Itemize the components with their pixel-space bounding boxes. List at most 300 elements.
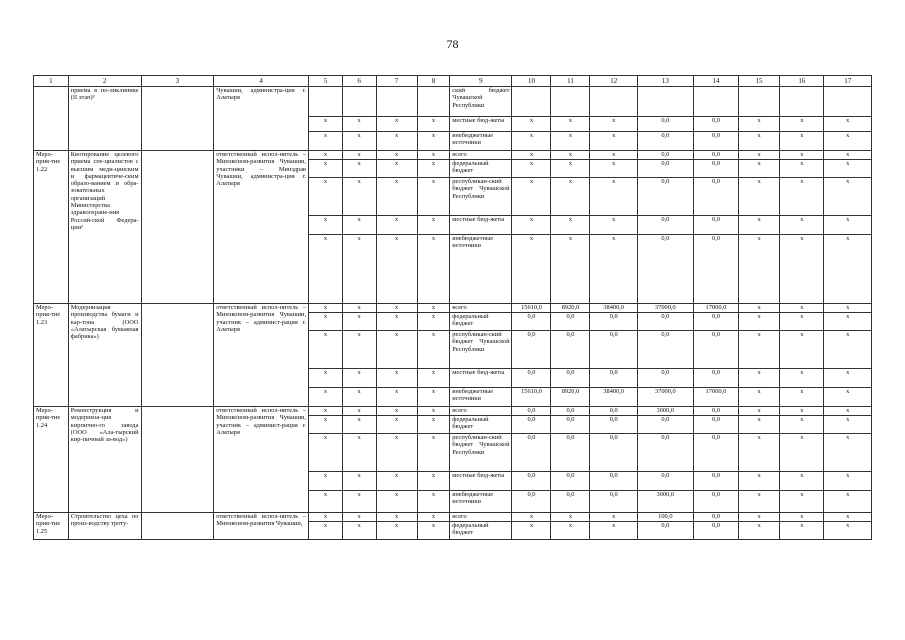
value-col17: x (824, 216, 872, 235)
value-col10: x (512, 132, 551, 151)
value-col13: 0,0 (637, 117, 693, 132)
budget-table (33, 75, 872, 540)
cell-col5: x (309, 522, 343, 540)
table-header (34, 76, 872, 87)
cell-col6: x (342, 216, 376, 235)
value-col10: x (512, 216, 551, 235)
value-col12: x (590, 235, 637, 304)
value-col17: x (824, 513, 872, 522)
cell-col7: x (376, 304, 417, 313)
value-col16: x (780, 313, 824, 331)
funding-source: федеральный бюджет (450, 160, 512, 178)
measure-executor: ответственный испол-нитель – Минэконом-развития Чувашии, (214, 513, 309, 540)
value-col12: x (590, 132, 637, 151)
value-col17: x (824, 331, 872, 369)
value-col11: x (551, 132, 590, 151)
measure-col3 (141, 151, 214, 304)
cell-col8: x (417, 216, 450, 235)
cell-col5: x (309, 160, 343, 178)
value-col16: x (780, 331, 824, 369)
cell-col7: x (376, 434, 417, 472)
value-col13: 0,0 (637, 160, 693, 178)
value-col12: x (590, 216, 637, 235)
measure-code (34, 87, 69, 151)
value-col15: x (739, 434, 780, 472)
value-col10: 0,0 (512, 407, 551, 416)
value-col10: 0,0 (512, 331, 551, 369)
value-col17 (824, 87, 872, 117)
value-col12: x (590, 160, 637, 178)
value-col11: x (551, 178, 590, 216)
value-col10: 0,0 (512, 313, 551, 331)
value-col10: 0,0 (512, 369, 551, 388)
column-header-9: 9 (450, 76, 512, 87)
funding-source: внебюджетные источники (450, 491, 512, 513)
cell-col7: x (376, 388, 417, 407)
value-col10: x (512, 235, 551, 304)
column-header-6: 6 (342, 76, 376, 87)
value-col16: x (780, 151, 824, 160)
cell-col8: x (417, 235, 450, 304)
cell-col8 (417, 87, 450, 117)
value-col13: 0,0 (637, 132, 693, 151)
column-header-17: 17 (824, 76, 872, 87)
funding-source: внебюджетные источники (450, 235, 512, 304)
cell-col7: x (376, 132, 417, 151)
value-col13: 100,0 (637, 513, 693, 522)
value-col12: 38400,0 (590, 388, 637, 407)
value-col17: x (824, 313, 872, 331)
cell-col5: x (309, 132, 343, 151)
value-col11: 0,0 (551, 407, 590, 416)
value-col15: x (739, 513, 780, 522)
value-col16: x (780, 388, 824, 407)
value-col17: x (824, 407, 872, 416)
value-col10: x (512, 117, 551, 132)
value-col13: 37000,0 (637, 388, 693, 407)
measure-code: Меро-прия-тие 1.22 (34, 151, 69, 304)
value-col12: x (590, 522, 637, 540)
measure-name: Реконструкция и модерниза-ция кирпично-го завода (ООО «Ала-тырский кир-пичный за-вод») (68, 407, 141, 513)
funding-source: внебюджетные источники (450, 388, 512, 407)
cell-col8: x (417, 151, 450, 160)
value-col14: 0,0 (693, 513, 738, 522)
cell-col6: x (342, 151, 376, 160)
cell-col5: x (309, 151, 343, 160)
column-header-14: 14 (693, 76, 738, 87)
value-col12: 38400,0 (590, 304, 637, 313)
value-col12: x (590, 178, 637, 216)
value-col11: 0,0 (551, 313, 590, 331)
value-col15: x (739, 313, 780, 331)
value-col16: x (780, 235, 824, 304)
table-row (34, 513, 872, 522)
value-col13: 3000,0 (637, 491, 693, 513)
value-col14: 17000,0 (693, 388, 738, 407)
cell-col5: x (309, 331, 343, 369)
value-col17: x (824, 388, 872, 407)
value-col14: 0,0 (693, 522, 738, 540)
value-col10: x (512, 513, 551, 522)
measure-executor: Чувашии, администра-ция г. Алатыря (214, 87, 309, 151)
cell-col8: x (417, 416, 450, 434)
value-col12: 0,0 (590, 434, 637, 472)
funding-source: всего (450, 407, 512, 416)
cell-col6 (342, 87, 376, 117)
value-col17: x (824, 472, 872, 491)
value-col17: x (824, 178, 872, 216)
value-col12: 0,0 (590, 416, 637, 434)
cell-col7: x (376, 472, 417, 491)
value-col14: 0,0 (693, 313, 738, 331)
value-col12: x (590, 151, 637, 160)
measure-col3 (141, 407, 214, 513)
value-col14: 0,0 (693, 178, 738, 216)
cell-col5: x (309, 235, 343, 304)
cell-col7: x (376, 522, 417, 540)
cell-col5: x (309, 491, 343, 513)
value-col14: 0,0 (693, 407, 738, 416)
value-col17: x (824, 369, 872, 388)
value-col13: 0,0 (637, 313, 693, 331)
cell-col7: x (376, 513, 417, 522)
cell-col7: x (376, 416, 417, 434)
cell-col5: x (309, 513, 343, 522)
column-header-12: 12 (590, 76, 637, 87)
value-col14: 0,0 (693, 434, 738, 472)
table-body (34, 87, 872, 540)
value-col16: x (780, 369, 824, 388)
cell-col6: x (342, 132, 376, 151)
funding-source: внебюджетные источники (450, 132, 512, 151)
value-col15: x (739, 369, 780, 388)
column-header-2: 2 (68, 76, 141, 87)
value-col12: 0,0 (590, 331, 637, 369)
column-header-4: 4 (214, 76, 309, 87)
funding-source: федеральный бюджет (450, 416, 512, 434)
value-col13: 3000,0 (637, 407, 693, 416)
value-col13: 0,0 (637, 331, 693, 369)
value-col12: x (590, 117, 637, 132)
value-col14: 17000,0 (693, 304, 738, 313)
value-col16: x (780, 416, 824, 434)
value-col13 (637, 87, 693, 117)
value-col10: x (512, 160, 551, 178)
value-col15: x (739, 235, 780, 304)
cell-col8: x (417, 313, 450, 331)
value-col14: 0,0 (693, 472, 738, 491)
value-col11: x (551, 235, 590, 304)
funding-source: местные бюд-жеты (450, 216, 512, 235)
cell-col7: x (376, 117, 417, 132)
value-col10: 0,0 (512, 416, 551, 434)
cell-col5: x (309, 407, 343, 416)
value-col17: x (824, 117, 872, 132)
value-col13: 0,0 (637, 472, 693, 491)
value-col11: x (551, 117, 590, 132)
column-header-11: 11 (551, 76, 590, 87)
value-col15: x (739, 522, 780, 540)
value-col11: 0,0 (551, 369, 590, 388)
cell-col8: x (417, 160, 450, 178)
cell-col8: x (417, 407, 450, 416)
value-col15 (739, 87, 780, 117)
value-col15: x (739, 407, 780, 416)
page-number: 78 (446, 37, 459, 51)
cell-col8: x (417, 522, 450, 540)
cell-col6: x (342, 491, 376, 513)
value-col14: 0,0 (693, 216, 738, 235)
column-header-7: 7 (376, 76, 417, 87)
value-col10 (512, 87, 551, 117)
value-col12: 0,0 (590, 491, 637, 513)
value-col10: x (512, 522, 551, 540)
value-col11: 0,0 (551, 472, 590, 491)
cell-col5: x (309, 388, 343, 407)
table-row (34, 304, 872, 313)
value-col14: 0,0 (693, 160, 738, 178)
cell-col6: x (342, 235, 376, 304)
column-header-5: 5 (309, 76, 343, 87)
value-col16: x (780, 160, 824, 178)
value-col15: x (739, 216, 780, 235)
cell-col8: x (417, 331, 450, 369)
measure-col3 (141, 304, 214, 407)
cell-col8: x (417, 388, 450, 407)
cell-col7: x (376, 313, 417, 331)
value-col16: x (780, 132, 824, 151)
value-col15: x (739, 132, 780, 151)
value-col11: 0,0 (551, 416, 590, 434)
cell-col8: x (417, 472, 450, 491)
value-col16: x (780, 178, 824, 216)
value-col11: x (551, 513, 590, 522)
measure-name: Модернизация производства бумаги и кар-тона (ООО «Алатырская бумажная фабрика») (68, 304, 141, 407)
value-col12: 0,0 (590, 369, 637, 388)
value-col15: x (739, 178, 780, 216)
value-col14: 0,0 (693, 416, 738, 434)
cell-col6: x (342, 522, 376, 540)
table-row (34, 87, 872, 117)
measure-code: Меро-прия-тие 1.25 (34, 513, 69, 540)
cell-col5: x (309, 434, 343, 472)
measure-name: Строительство цеха по произ-водству троту- (68, 513, 141, 540)
cell-col6: x (342, 369, 376, 388)
cell-col7 (376, 87, 417, 117)
value-col12: 0,0 (590, 407, 637, 416)
value-col17: x (824, 235, 872, 304)
value-col17: x (824, 132, 872, 151)
value-col12: x (590, 513, 637, 522)
value-col14: 0,0 (693, 151, 738, 160)
funding-source: всего (450, 151, 512, 160)
cell-col8: x (417, 304, 450, 313)
value-col12: 0,0 (590, 472, 637, 491)
value-col15: x (739, 472, 780, 491)
cell-col5: x (309, 416, 343, 434)
measure-executor: ответственный испол-нитель – Минэконом-развития Чувашии, участник – админист-рация г. Алатыря (214, 304, 309, 407)
cell-col7: x (376, 160, 417, 178)
measure-col3 (141, 513, 214, 540)
cell-col6: x (342, 313, 376, 331)
measure-name: Квотирование целевого приема спе-циалистов с высшим меди-цинским и фармацевтиче-ским образо-ванием и обра-зовательных организаций Министерства здравоохране-ния Россий-ской Федера-ции³ (68, 151, 141, 304)
cell-col7: x (376, 491, 417, 513)
value-col11: x (551, 522, 590, 540)
value-col10: 0,0 (512, 491, 551, 513)
cell-col5: x (309, 369, 343, 388)
value-col14 (693, 87, 738, 117)
value-col15: x (739, 388, 780, 407)
value-col14: 0,0 (693, 117, 738, 132)
cell-col6: x (342, 416, 376, 434)
funding-source: федеральный бюджет (450, 313, 512, 331)
value-col15: x (739, 117, 780, 132)
value-col16: x (780, 407, 824, 416)
funding-source: республикан-ский бюджет Чувашской Республики (450, 331, 512, 369)
value-col17: x (824, 304, 872, 313)
cell-col6: x (342, 472, 376, 491)
value-col11: 0,0 (551, 434, 590, 472)
value-col15: x (739, 416, 780, 434)
cell-col5: x (309, 304, 343, 313)
value-col16: x (780, 434, 824, 472)
value-col16: x (780, 216, 824, 235)
value-col16: x (780, 513, 824, 522)
value-col13: 0,0 (637, 178, 693, 216)
cell-col8: x (417, 491, 450, 513)
value-col14: 0,0 (693, 235, 738, 304)
funding-source: ский бюджет Чувашской Республики (450, 87, 512, 117)
header-row (34, 76, 872, 87)
cell-col6: x (342, 513, 376, 522)
value-col11: x (551, 160, 590, 178)
cell-col7: x (376, 369, 417, 388)
cell-col5: x (309, 472, 343, 491)
value-col10: 15610,0 (512, 388, 551, 407)
column-header-16: 16 (780, 76, 824, 87)
value-col11: 8920,0 (551, 388, 590, 407)
cell-col7: x (376, 151, 417, 160)
funding-source: местные бюд-жеты (450, 369, 512, 388)
value-col17: x (824, 522, 872, 540)
value-col10: 0,0 (512, 472, 551, 491)
value-col10: 0,0 (512, 434, 551, 472)
value-col12 (590, 87, 637, 117)
cell-col7: x (376, 331, 417, 369)
column-header-3: 3 (141, 76, 214, 87)
cell-col5: x (309, 313, 343, 331)
cell-col6: x (342, 388, 376, 407)
value-col16: x (780, 472, 824, 491)
measure-col3 (141, 87, 214, 151)
table-row (34, 151, 872, 160)
cell-col6: x (342, 434, 376, 472)
value-col16: x (780, 491, 824, 513)
value-col14: 0,0 (693, 331, 738, 369)
cell-col5: x (309, 178, 343, 216)
cell-col6: x (342, 160, 376, 178)
value-col15: x (739, 160, 780, 178)
value-col11: 8920,0 (551, 304, 590, 313)
value-col14: 0,0 (693, 491, 738, 513)
cell-col7: x (376, 216, 417, 235)
value-col11: x (551, 216, 590, 235)
value-col11: x (551, 151, 590, 160)
value-col17: x (824, 151, 872, 160)
value-col11: 0,0 (551, 331, 590, 369)
value-col17: x (824, 160, 872, 178)
measure-name: приема в по-ликлинике (II этап)³ (68, 87, 141, 151)
value-col13: 0,0 (637, 235, 693, 304)
value-col10: 15610,0 (512, 304, 551, 313)
value-col11 (551, 87, 590, 117)
value-col14: 0,0 (693, 369, 738, 388)
value-col17: x (824, 416, 872, 434)
value-col16: x (780, 304, 824, 313)
cell-col5: x (309, 117, 343, 132)
measure-executor: ответственный испол-нитель – Минэконом-развития Чувашии, участники – Минздрав Чувашии, администра-ция г. Алатыря (214, 151, 309, 304)
cell-col7: x (376, 235, 417, 304)
cell-col6: x (342, 304, 376, 313)
value-col15: x (739, 151, 780, 160)
cell-col6: x (342, 407, 376, 416)
cell-col7: x (376, 178, 417, 216)
value-col16: x (780, 522, 824, 540)
value-col10: x (512, 178, 551, 216)
funding-source: республикан-ский бюджет Чувашской Республики (450, 434, 512, 472)
value-col13: 37000,0 (637, 304, 693, 313)
column-header-8: 8 (417, 76, 450, 87)
cell-col8: x (417, 369, 450, 388)
value-col13: 0,0 (637, 522, 693, 540)
cell-col6: x (342, 331, 376, 369)
value-col13: 0,0 (637, 434, 693, 472)
value-col11: 0,0 (551, 491, 590, 513)
cell-col8: x (417, 132, 450, 151)
value-col13: 0,0 (637, 369, 693, 388)
funding-source: всего (450, 304, 512, 313)
cell-col6: x (342, 178, 376, 216)
value-col15: x (739, 304, 780, 313)
cell-col8: x (417, 513, 450, 522)
column-header-13: 13 (637, 76, 693, 87)
cell-col6: x (342, 117, 376, 132)
column-header-15: 15 (739, 76, 780, 87)
table-row (34, 407, 872, 416)
value-col12: 0,0 (590, 313, 637, 331)
value-col15: x (739, 331, 780, 369)
column-header-10: 10 (512, 76, 551, 87)
value-col13: 0,0 (637, 151, 693, 160)
value-col13: 0,0 (637, 416, 693, 434)
value-col16 (780, 87, 824, 117)
value-col16: x (780, 117, 824, 132)
value-col10: x (512, 151, 551, 160)
measure-executor: ответственный испол-нитель – Минэконом-развития Чувашии, участник – админист-рация г. Алатыря (214, 407, 309, 513)
funding-source: всего (450, 513, 512, 522)
measure-code: Меро-прия-тие 1.23 (34, 304, 69, 407)
measure-code: Меро-прия-тие 1.24 (34, 407, 69, 513)
funding-source: местные бюд-жеты (450, 472, 512, 491)
cell-col8: x (417, 117, 450, 132)
column-header-1: 1 (34, 76, 69, 87)
cell-col5: x (309, 216, 343, 235)
value-col13: 0,0 (637, 216, 693, 235)
cell-col5 (309, 87, 343, 117)
cell-col8: x (417, 434, 450, 472)
cell-col7: x (376, 407, 417, 416)
value-col17: x (824, 434, 872, 472)
